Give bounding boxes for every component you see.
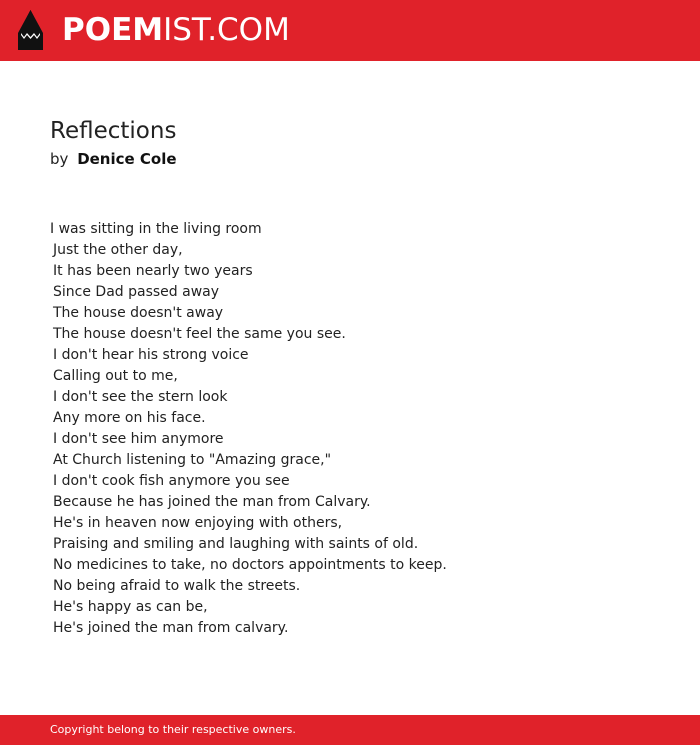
copyright-notice: Copyright belong to their respective owners. [50, 723, 296, 736]
poem-line: He's in heaven now enjoying with others, [53, 515, 343, 531]
poem-line: He's joined the man from calvary. [53, 620, 289, 636]
poem-line: Praising and smiling and laughing with saints of old. [53, 536, 419, 552]
poem-line: Calling out to me, [53, 368, 178, 384]
site-header [0, 0, 700, 61]
poem-line: No medicines to take, no doctors appointments to keep. [53, 557, 447, 573]
poem-line: It has been nearly two years [53, 263, 253, 279]
author-name[interactable]: Denice Cole [77, 150, 177, 168]
poem-line: The house doesn't away [53, 305, 224, 321]
site-logo-link[interactable] [62, 12, 290, 48]
brand-name-light: IST.COM [163, 12, 290, 48]
poem-line: He's happy as can be, [53, 599, 208, 615]
poem-line: At Church listening to "Amazing grace," [53, 452, 332, 468]
poem-line: Since Dad passed away [53, 284, 220, 300]
poem-title: Reflections [50, 118, 177, 144]
poem-line: Because he has joined the man from Calvary. [53, 494, 371, 510]
brand-name-bold: POEM [62, 12, 164, 48]
poem-line: I was sitting in the living room [50, 221, 262, 237]
poem-line: I don't hear his strong voice [53, 347, 249, 363]
byline [50, 149, 177, 169]
poem-body [50, 219, 447, 639]
poem-line: I don't see the stern look [53, 389, 228, 405]
poem-line: I don't see him anymore [53, 431, 224, 447]
site-footer [0, 715, 700, 745]
poem-line: The house doesn't feel the same you see. [53, 326, 346, 342]
poem-line: Any more on his face. [53, 410, 206, 426]
pencil-tip-icon[interactable] [17, 9, 44, 51]
by-label: by [50, 150, 69, 168]
poem-line: Just the other day, [53, 242, 183, 258]
poem-line: No being afraid to walk the streets. [53, 578, 301, 594]
poem-line: I don't cook fish anymore you see [53, 473, 290, 489]
